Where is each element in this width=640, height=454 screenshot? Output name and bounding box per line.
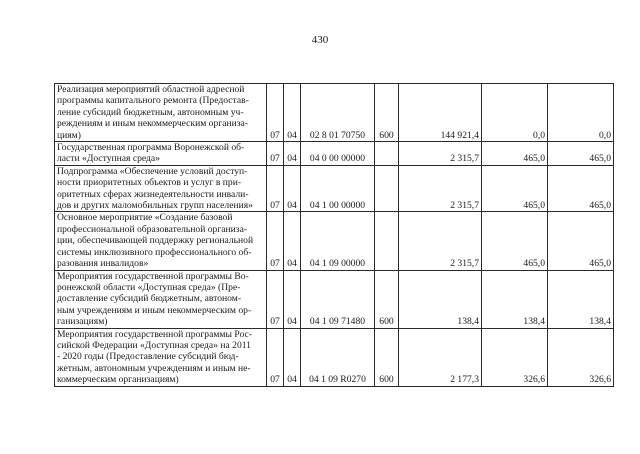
sum-year2-cell: 465,0 bbox=[482, 142, 548, 166]
row-name-line: программы капитального ремонта (Предостав- bbox=[57, 95, 249, 107]
row-name-cell bbox=[55, 212, 267, 270]
rz-cell: 07 bbox=[267, 165, 284, 212]
row-name-line: коммерческим организациям) bbox=[57, 374, 179, 386]
row-name-line: Мероприятия государственной программы Рос- bbox=[57, 328, 252, 340]
sum-year1-cell: 2 315,7 bbox=[399, 165, 482, 212]
row-name-line: циям) bbox=[57, 129, 81, 141]
budget-table bbox=[54, 83, 614, 387]
sum-year2-cell: 0,0 bbox=[482, 84, 548, 142]
row-name-line: ным учреждениям и иным некоммерческим ор- bbox=[57, 304, 252, 316]
row-name-line: дов и других маломобильных групп населения» bbox=[57, 200, 253, 212]
csr-cell: 04 1 09 00000 bbox=[301, 212, 375, 270]
row-name-line: оритетных сферах жизнедеятельности инвали- bbox=[57, 188, 249, 200]
row-name-line: Подпрограмма «Обеспечение условий доступ- bbox=[57, 165, 248, 177]
vr-cell: 600 bbox=[375, 270, 399, 328]
table-row bbox=[55, 212, 614, 270]
row-name-line: профессиональной образовательной организа- bbox=[57, 223, 248, 235]
sum-year2-cell: 465,0 bbox=[482, 212, 548, 270]
sum-year1-cell: 2 315,7 bbox=[399, 212, 482, 270]
row-name-line: доставление субсидий бюджетным, автоном- bbox=[57, 293, 242, 305]
row-name-line: Основное мероприятие «Создание базовой bbox=[57, 212, 233, 224]
rz-cell: 07 bbox=[267, 84, 284, 142]
row-name-line: - 2020 годы (Предоставление субсидий бюд- bbox=[57, 351, 239, 363]
row-name-cell bbox=[55, 165, 267, 212]
row-name-line: Государственная программа Воронежской об- bbox=[57, 142, 245, 154]
row-name-line: реждениям и иным некоммерческим организа- bbox=[57, 118, 248, 130]
pr-cell: 04 bbox=[284, 212, 301, 270]
row-name-cell bbox=[55, 270, 267, 328]
rz-cell: 07 bbox=[267, 212, 284, 270]
vr-cell bbox=[375, 142, 399, 166]
row-name-line: разования инвалидов» bbox=[57, 258, 149, 270]
table-body bbox=[55, 84, 614, 387]
row-name-line: ласти «Доступная среда» bbox=[57, 153, 160, 165]
sum-year1-cell: 2 315,7 bbox=[399, 142, 482, 166]
vr-cell bbox=[375, 212, 399, 270]
pr-cell: 04 bbox=[284, 165, 301, 212]
sum-year3-cell: 138,4 bbox=[548, 270, 614, 328]
pr-cell: 04 bbox=[284, 270, 301, 328]
sum-year3-cell: 465,0 bbox=[548, 142, 614, 166]
table-row bbox=[55, 84, 614, 142]
sum-year3-cell: 465,0 bbox=[548, 165, 614, 212]
pr-cell: 04 bbox=[284, 328, 301, 386]
vr-cell: 600 bbox=[375, 328, 399, 386]
sum-year3-cell: 326,6 bbox=[548, 328, 614, 386]
vr-cell: 600 bbox=[375, 84, 399, 142]
row-name-line: жетным, автономным учреждениям и иным не- bbox=[57, 362, 251, 374]
table-row bbox=[55, 165, 614, 212]
row-name-line: ганизациям) bbox=[57, 316, 108, 328]
sum-year3-cell: 465,0 bbox=[548, 212, 614, 270]
csr-cell: 04 1 09 71480 bbox=[301, 270, 375, 328]
row-name-line: Реализация мероприятий областной адресной bbox=[57, 84, 245, 95]
pr-cell: 04 bbox=[284, 142, 301, 166]
sum-year2-cell: 326,6 bbox=[482, 328, 548, 386]
pr-cell: 04 bbox=[284, 84, 301, 142]
sum-year2-cell: 138,4 bbox=[482, 270, 548, 328]
vr-cell bbox=[375, 165, 399, 212]
row-name-cell bbox=[55, 142, 267, 166]
csr-cell: 04 1 09 R0270 bbox=[301, 328, 375, 386]
row-name-line: Мероприятия государственной программы Во- bbox=[57, 270, 249, 282]
table-row bbox=[55, 328, 614, 386]
rz-cell: 07 bbox=[267, 270, 284, 328]
row-name-line: ности приоритетных объектов и услуг в при- bbox=[57, 177, 242, 189]
page-number: 430 bbox=[311, 34, 329, 46]
row-name-line: ронежской области «Доступная среда» (Пре- bbox=[57, 281, 241, 293]
sum-year2-cell: 465,0 bbox=[482, 165, 548, 212]
row-name-line: ление субсидий бюджетным, автономным уч- bbox=[57, 106, 244, 118]
row-name-line: системы инклюзивного профессионального об- bbox=[57, 246, 252, 258]
row-name-line: сийской Федерации «Доступная среда» на 2011 bbox=[57, 339, 251, 351]
row-name-line: ции, обеспечивающей поддержку региональной bbox=[57, 235, 254, 247]
rz-cell: 07 bbox=[267, 142, 284, 166]
rz-cell: 07 bbox=[267, 328, 284, 386]
table-row bbox=[55, 142, 614, 166]
row-name-cell bbox=[55, 328, 267, 386]
csr-cell: 04 1 00 00000 bbox=[301, 165, 375, 212]
sum-year1-cell: 138,4 bbox=[399, 270, 482, 328]
row-name-cell bbox=[55, 84, 267, 142]
sum-year3-cell: 0,0 bbox=[548, 84, 614, 142]
csr-cell: 02 8 01 70750 bbox=[301, 84, 375, 142]
table-row bbox=[55, 270, 614, 328]
sum-year1-cell: 2 177,3 bbox=[399, 328, 482, 386]
sum-year1-cell: 144 921,4 bbox=[399, 84, 482, 142]
csr-cell: 04 0 00 00000 bbox=[301, 142, 375, 166]
